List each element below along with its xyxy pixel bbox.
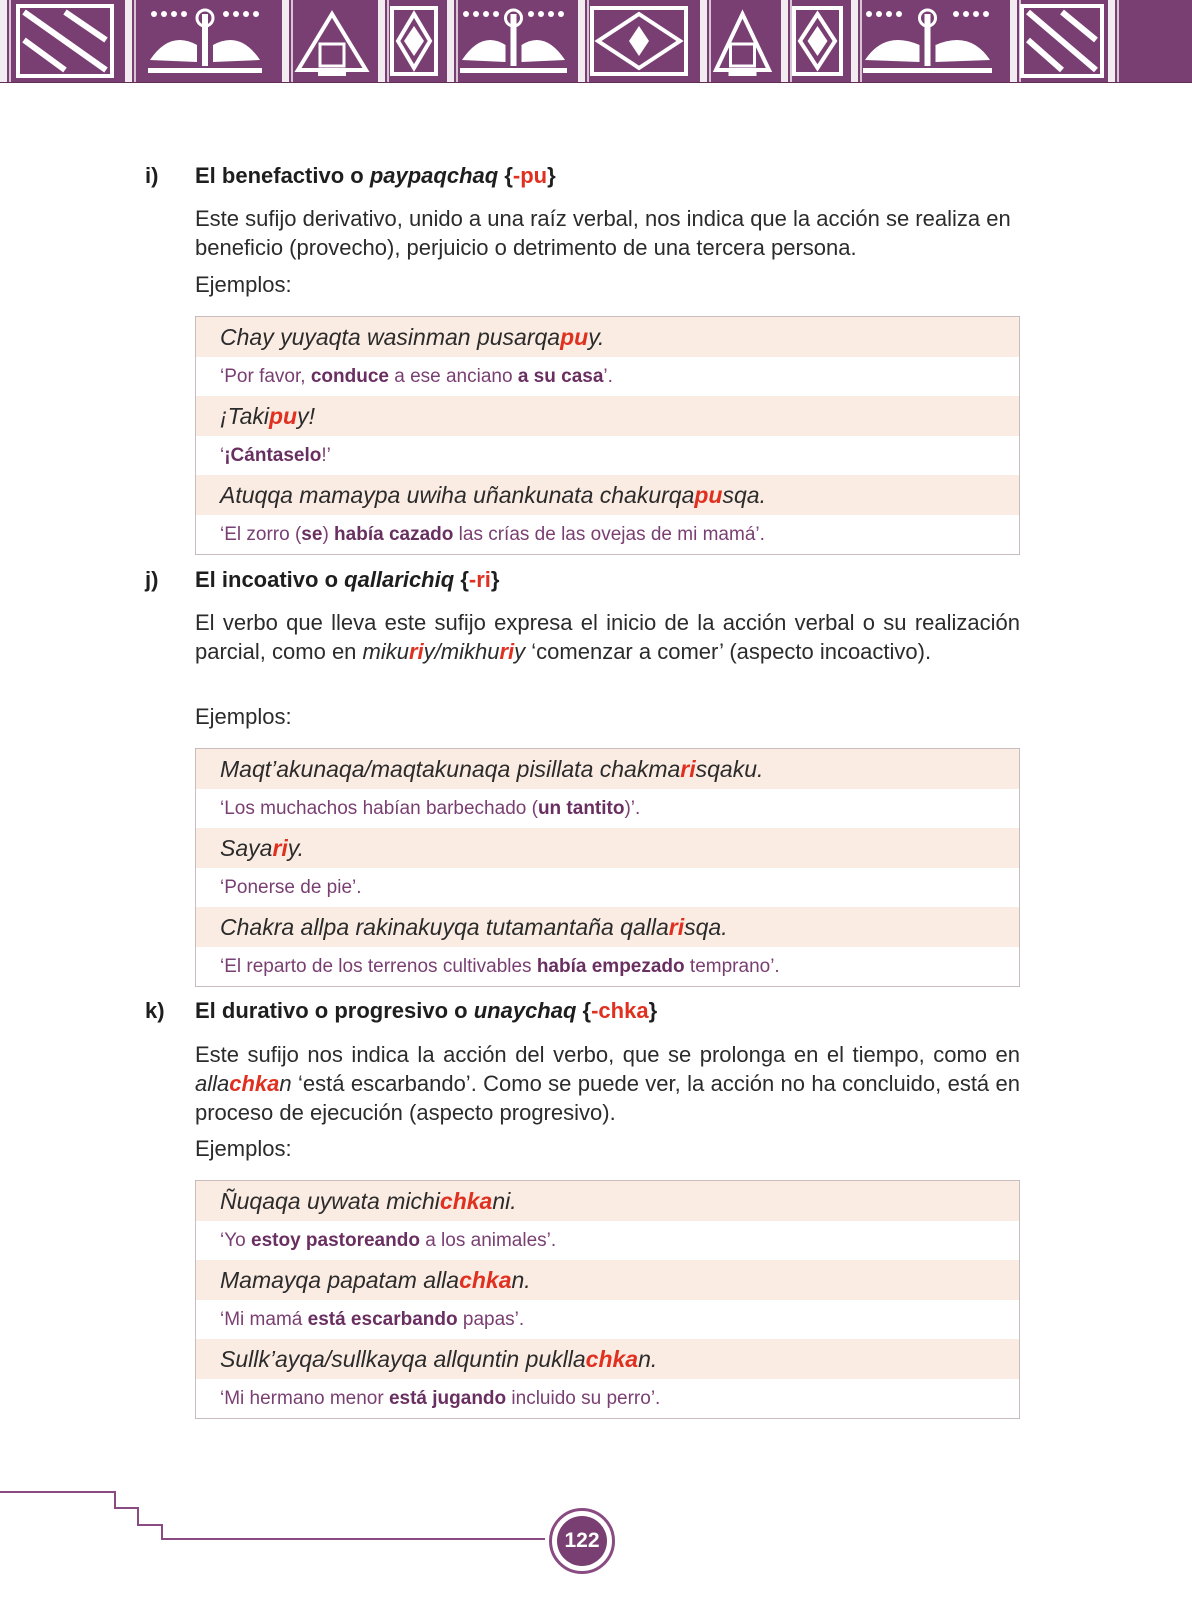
section-title: El durativo o progresivo o unaychaq {-chka} bbox=[195, 998, 658, 1023]
textile-pattern-icon bbox=[0, 0, 1192, 82]
quechua-example: Chakra allpa rakinakuyqa tutamantaña qallarisqa. bbox=[196, 907, 1019, 947]
section-letter: i) bbox=[145, 163, 159, 188]
decorative-header-band bbox=[0, 0, 1192, 83]
spanish-translation: ‘Yo estoy pastoreando a los animales’. bbox=[196, 1221, 1019, 1260]
quechua-example: Ñuqaqa uywata michichkani. bbox=[196, 1181, 1019, 1221]
spanish-translation: ‘Mi hermano menor está jugando incluido su perro’. bbox=[196, 1379, 1019, 1418]
examples-label: Ejemplos: bbox=[195, 1136, 292, 1161]
examples-table bbox=[195, 316, 1020, 555]
spanish-translation: ‘El zorro (se) había cazado las crías de las ovejas de mi mamá’. bbox=[196, 515, 1019, 554]
page-number: 122 bbox=[557, 1516, 607, 1566]
section-paragraph: Este sufijo derivativo, unido a una raíz verbal, nos indica que la acción se realiza en beneficio (provecho), perjuicio o detrimento de una tercera persona. bbox=[195, 206, 1011, 260]
examples-label: Ejemplos: bbox=[195, 704, 292, 729]
spanish-translation: ‘El reparto de los terrenos cultivables había empezado temprano’. bbox=[196, 947, 1019, 986]
section-paragraph: Este sufijo nos indica la acción del verbo, que se prolonga en el tiempo, como en allachkan ‘está escarbando’. Como se puede ver, la acción no ha concluido, está en proceso de ejecución (aspecto progresivo). bbox=[195, 1042, 1020, 1125]
title-italic: paypaqchaq bbox=[369, 163, 499, 188]
quechua-example: Mamayqa papatam allachkan. bbox=[196, 1260, 1019, 1300]
spanish-translation: ‘¡Cántaselo!’ bbox=[196, 436, 1019, 475]
spanish-translation: ‘Por favor, conduce a ese anciano a su casa’. bbox=[196, 357, 1019, 396]
quechua-example: Atuqqa mamaypa uwiha uñankunata chakurqapusqa. bbox=[196, 475, 1019, 515]
spanish-translation: ‘Mi mamá está escarbando papas’. bbox=[196, 1300, 1019, 1339]
quechua-example: ¡Takipuy! bbox=[196, 396, 1019, 436]
quechua-example: Chay yuyaqta wasinman pusarqapuy. bbox=[196, 317, 1019, 357]
section-title: El incoativo o qallarichiq {-ri} bbox=[195, 567, 500, 592]
quechua-example: Sayariy. bbox=[196, 828, 1019, 868]
spanish-translation: ‘Ponerse de pie’. bbox=[196, 868, 1019, 907]
suffix-label: -pu bbox=[512, 163, 548, 188]
examples-label: Ejemplos: bbox=[195, 272, 292, 297]
quechua-example: Maqt’akunaqa/maqtakunaqa pisillata chakmarisqaku. bbox=[196, 749, 1019, 789]
section-paragraph: El verbo que lleva este sufijo expresa el inicio de la acción verbal o su realización parcial, como en mikuriy/mikhuriy ‘comenzar a comer’ (aspecto incoactivo). bbox=[195, 610, 1020, 664]
examples-table bbox=[195, 1180, 1020, 1419]
spanish-translation: ‘Los muchachos habían barbechado (un tantito)’. bbox=[196, 789, 1019, 828]
section-letter: j) bbox=[145, 567, 159, 592]
examples-table bbox=[195, 748, 1020, 987]
section-title: El benefactivo o paypaqchaq {-pu} bbox=[195, 163, 556, 188]
section-letter: k) bbox=[145, 998, 165, 1023]
quechua-example: Sullk’ayqa/sullkayqa allquntin pukllachkan. bbox=[196, 1339, 1019, 1379]
page-number-badge bbox=[549, 1508, 615, 1574]
title-text: El benefactivo o bbox=[195, 163, 370, 188]
